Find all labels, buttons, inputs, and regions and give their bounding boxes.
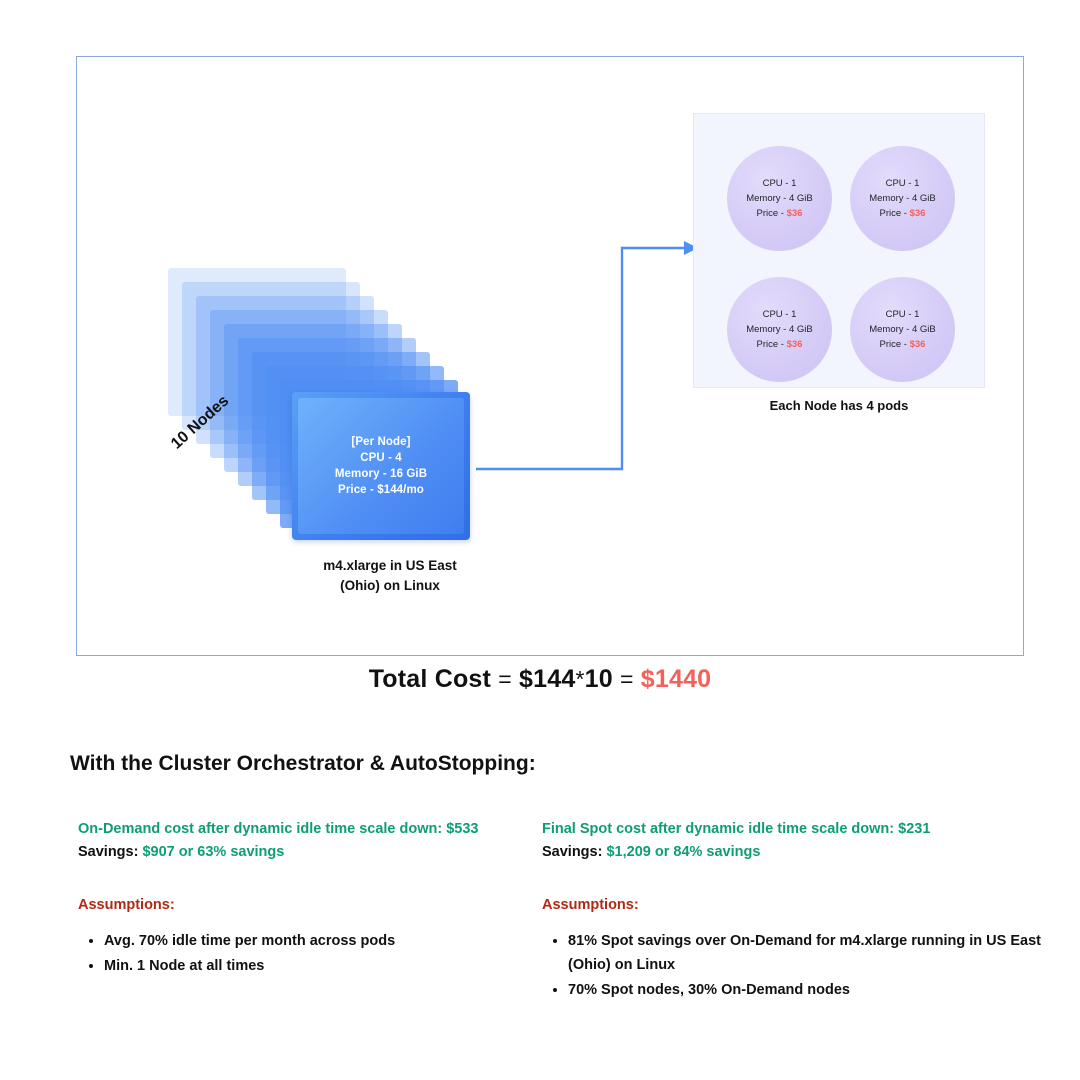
spot-column bbox=[542, 818, 1042, 1003]
total-cost-label: Total Cost bbox=[368, 665, 492, 693]
node-spec-title: [Per Node] bbox=[351, 436, 411, 448]
pod-price-label: Price - bbox=[756, 208, 787, 219]
pod-memory: Memory - 4 GiB bbox=[746, 324, 813, 335]
total-cost-equals-2: = bbox=[619, 666, 634, 692]
pod-price-row bbox=[757, 206, 803, 221]
pod-cpu: CPU - 1 bbox=[762, 178, 797, 189]
on-demand-savings-label: Savings: bbox=[78, 844, 143, 860]
section-heading: With the Cluster Orchestrator & AutoStopping: bbox=[70, 752, 536, 775]
node-front-card bbox=[292, 392, 470, 540]
pod-price-value: $36 bbox=[786, 339, 803, 350]
node-caption-line2: (Ohio) on Linux bbox=[340, 578, 440, 593]
on-demand-savings-value: $907 or 63% savings bbox=[142, 844, 285, 860]
node-spec-memory: Memory - 16 GiB bbox=[334, 468, 428, 480]
pod-price-label: Price - bbox=[879, 208, 910, 219]
pod-price-row bbox=[880, 206, 926, 221]
node-spec-cpu: CPU - 4 bbox=[360, 452, 402, 464]
pod-circle bbox=[850, 277, 955, 382]
node-front-card-body bbox=[298, 398, 464, 534]
total-cost-times: * bbox=[575, 666, 585, 692]
node-spec-price: Price - $144/mo bbox=[338, 484, 424, 496]
node-caption-line1: m4.xlarge in US East bbox=[323, 558, 457, 573]
on-demand-savings bbox=[78, 841, 508, 864]
total-cost-line bbox=[0, 665, 1080, 694]
pod-circle bbox=[850, 146, 955, 251]
pods-caption: Each Node has 4 pods bbox=[769, 398, 909, 413]
pod-price-row bbox=[757, 337, 803, 352]
pod-price-value: $36 bbox=[909, 208, 926, 219]
on-demand-assumptions-list bbox=[78, 929, 508, 978]
spot-savings-label: Savings: bbox=[542, 844, 607, 860]
pod-price-label: Price - bbox=[756, 339, 787, 350]
spot-savings-value: $1,209 or 84% savings bbox=[606, 844, 761, 860]
spot-assumptions-title: Assumptions: bbox=[542, 897, 639, 913]
pod-cpu: CPU - 1 bbox=[885, 309, 920, 320]
on-demand-column bbox=[78, 818, 508, 979]
list-item: • Avg. 70% idle time per month across pods bbox=[104, 929, 508, 953]
pod-cpu: CPU - 1 bbox=[762, 309, 797, 320]
spot-headline-prefix: Final Spot cost after dynamic idle time scale down: bbox=[542, 821, 899, 837]
pod-price-label: Price - bbox=[879, 339, 910, 350]
total-cost-equals-1: = bbox=[498, 666, 512, 692]
on-demand-assumptions-title: Assumptions: bbox=[78, 897, 175, 913]
spot-assumptions-list bbox=[542, 929, 1042, 1002]
total-cost-unit-price: $144 bbox=[519, 665, 576, 693]
list-item: • 70% Spot nodes, 30% On-Demand nodes bbox=[568, 978, 1042, 1002]
pod-memory: Memory - 4 GiB bbox=[746, 193, 813, 204]
list-item: • 81% Spot savings over On-Demand for m4.xlarge running in US East (Ohio) on Linux bbox=[568, 929, 1042, 977]
pods-panel bbox=[693, 113, 985, 388]
pod-price-row bbox=[880, 337, 926, 352]
pod-memory: Memory - 4 GiB bbox=[869, 324, 936, 335]
total-cost-quantity: 10 bbox=[584, 665, 613, 693]
pod-cpu: CPU - 1 bbox=[885, 178, 920, 189]
on-demand-headline: On-Demand cost after dynamic idle time scale down: $533 bbox=[78, 821, 479, 837]
spot-headline bbox=[542, 818, 1042, 841]
pod-price-value: $36 bbox=[786, 208, 803, 219]
pod-circle bbox=[727, 146, 832, 251]
spot-headline-value: $231 bbox=[898, 821, 931, 837]
spot-savings bbox=[542, 841, 1042, 864]
node-caption bbox=[290, 556, 490, 596]
list-item: • Min. 1 Node at all times bbox=[104, 954, 508, 978]
pod-memory: Memory - 4 GiB bbox=[869, 193, 936, 204]
pod-circle bbox=[727, 277, 832, 382]
total-cost-amount: $1440 bbox=[640, 665, 712, 693]
node-stack-count-label: 10 Nodes bbox=[168, 392, 233, 453]
pod-price-value: $36 bbox=[909, 339, 926, 350]
